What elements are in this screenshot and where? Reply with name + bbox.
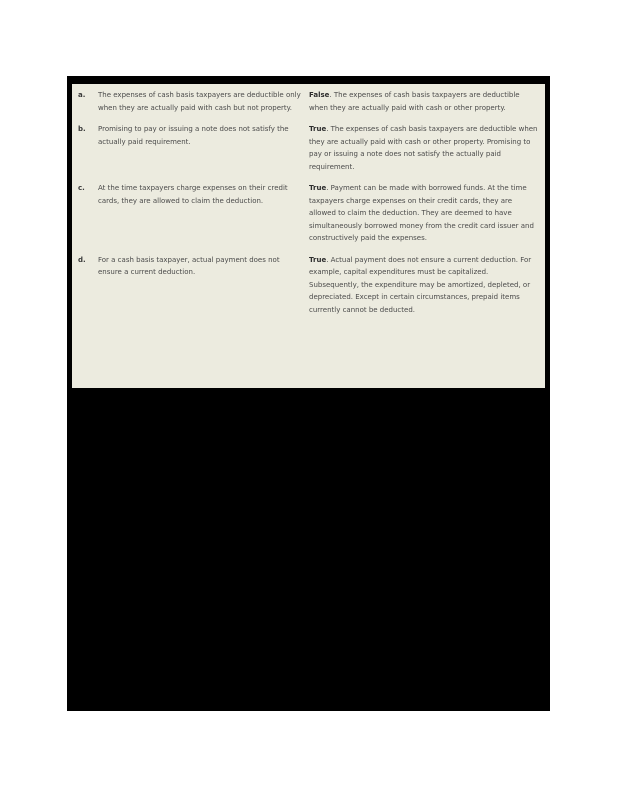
- document-page-background: [67, 76, 550, 711]
- row-letter: c.: [78, 184, 85, 192]
- explanation-text: . Actual payment does not ensure a current deduction. For example, capital expenditures must be capitalized. Subsequently, the expenditure may be amortized, depleted, or depreciated. Except in certain circumstances, prepaid items currently cannot be deducted.: [309, 255, 532, 314]
- statement-text: At the time taxpayers charge expenses on their credit cards, they are allowed to claim the deduction.: [98, 184, 288, 205]
- row-letter: b.: [78, 125, 86, 133]
- table-row: [72, 182, 545, 245]
- answer-cell: [309, 123, 545, 173]
- answer-cell: [309, 254, 545, 317]
- true-false-answer-table: [72, 84, 545, 388]
- row-letter: a.: [78, 91, 86, 99]
- verdict-label: True: [309, 255, 327, 264]
- verdict-label: True: [309, 125, 327, 133]
- answer-cell: [309, 182, 545, 245]
- statement-text: For a cash basis taxpayer, actual payment does not ensure a current deduction.: [98, 255, 280, 276]
- explanation-text: . The expenses of cash basis taxpayers are deductible when they are actually paid with cash or other property.: [309, 91, 520, 112]
- statement-text: Promising to pay or issuing a note does not satisfy the actually paid requirement.: [98, 125, 289, 146]
- explanation-text: . Payment can be made with borrowed funds. At the time taxpayers charge expenses on their credit cards, they are allowed to claim the deduction. They are deemed to have simultaneously borrowed money from the credit card issuer and constructively paid the expenses.: [309, 184, 534, 242]
- table-row: [72, 89, 545, 114]
- statement-text: The expenses of cash basis taxpayers are deductible only when they are actually paid with cash but not property.: [98, 91, 301, 112]
- verdict-label: True: [309, 184, 327, 192]
- table-row: [72, 123, 545, 173]
- answer-cell: [309, 89, 545, 114]
- row-letter: d.: [78, 255, 86, 264]
- table-row: [72, 254, 545, 317]
- verdict-label: False: [309, 91, 330, 99]
- explanation-text: . The expenses of cash basis taxpayers are deductible when they are actually paid with cash or other property. Promising to pay or issuing a note does not satisfy the actually paid requirement.: [309, 125, 538, 171]
